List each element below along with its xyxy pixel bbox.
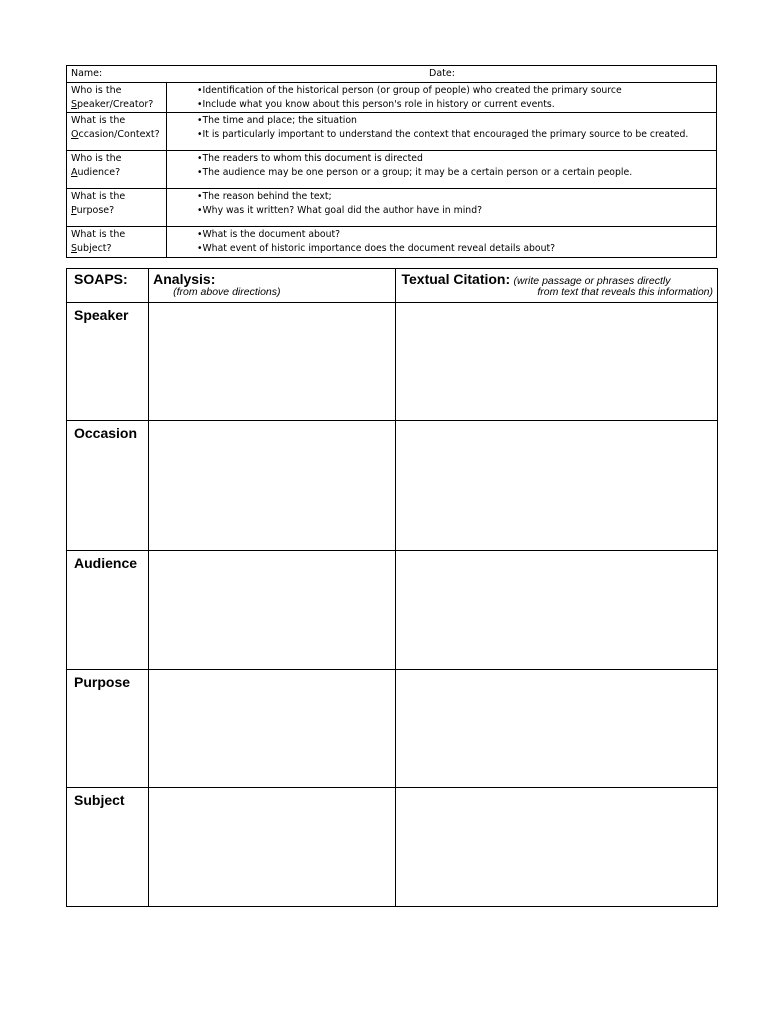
name-label: Name: [71, 68, 103, 79]
analysis-cell[interactable] [149, 303, 395, 421]
direction-text: •The time and place; the situation •It is particularly important to understand the context that encouraged the primary source to be created. [197, 115, 689, 140]
citation-cell[interactable] [395, 670, 718, 788]
direction-row-audience [67, 151, 716, 189]
citation-cell[interactable] [395, 551, 718, 670]
soaps-row-subject [67, 788, 718, 907]
row-label: Occasion [67, 421, 149, 551]
analysis-cell[interactable] [149, 551, 395, 670]
citation-cell[interactable] [395, 421, 718, 551]
direction-text: •Identification of the historical person (or group of people) who created the primary source •Include what you know about this person's role in history or current events. [197, 85, 622, 110]
direction-text: •The readers to whom this document is directed •The audience may be one person or a group; it may be a certain person or a certain people. [197, 153, 633, 178]
analysis-cell[interactable] [149, 421, 395, 551]
direction-row-occasion [67, 113, 716, 151]
row-label: Subject [67, 788, 149, 907]
directions-table [66, 65, 717, 258]
soaps-row-purpose [67, 670, 718, 788]
soaps-column-header: SOAPS: [67, 269, 149, 303]
row-label: Speaker [67, 303, 149, 421]
direction-question: What is the Occasion/Context? [67, 113, 167, 150]
direction-row-subject [67, 227, 716, 257]
citation-cell[interactable] [395, 303, 718, 421]
direction-row-purpose [67, 189, 716, 227]
row-label: Purpose [67, 670, 149, 788]
analysis-cell[interactable] [149, 788, 395, 907]
direction-question: Who is the Audience? [67, 151, 167, 188]
soaps-row-occasion [67, 421, 718, 551]
citation-cell[interactable] [395, 788, 718, 907]
citation-column-header: Textual Citation: (write passage or phrases directly from text that reveals this information) [395, 269, 718, 303]
direction-question: What is the Purpose? [67, 189, 167, 226]
direction-question: Who is the Speaker/Creator? [67, 83, 167, 112]
soaps-header-row [67, 269, 718, 303]
direction-text: •The reason behind the text; •Why was it written? What goal did the author have in mind? [197, 191, 483, 216]
analysis-column-header: Analysis: (from above directions) [149, 269, 395, 303]
date-label: Date: [429, 68, 455, 79]
direction-text: •What is the document about? •What event of historic importance does the document reveal details about? [197, 229, 556, 254]
analysis-cell[interactable] [149, 670, 395, 788]
direction-question: What is the Subject? [67, 227, 167, 257]
soaps-table [66, 268, 718, 907]
soaps-row-speaker [67, 303, 718, 421]
row-label: Audience [67, 551, 149, 670]
direction-row-speaker [67, 83, 716, 113]
soaps-row-audience [67, 551, 718, 670]
name-date-row [67, 66, 716, 83]
